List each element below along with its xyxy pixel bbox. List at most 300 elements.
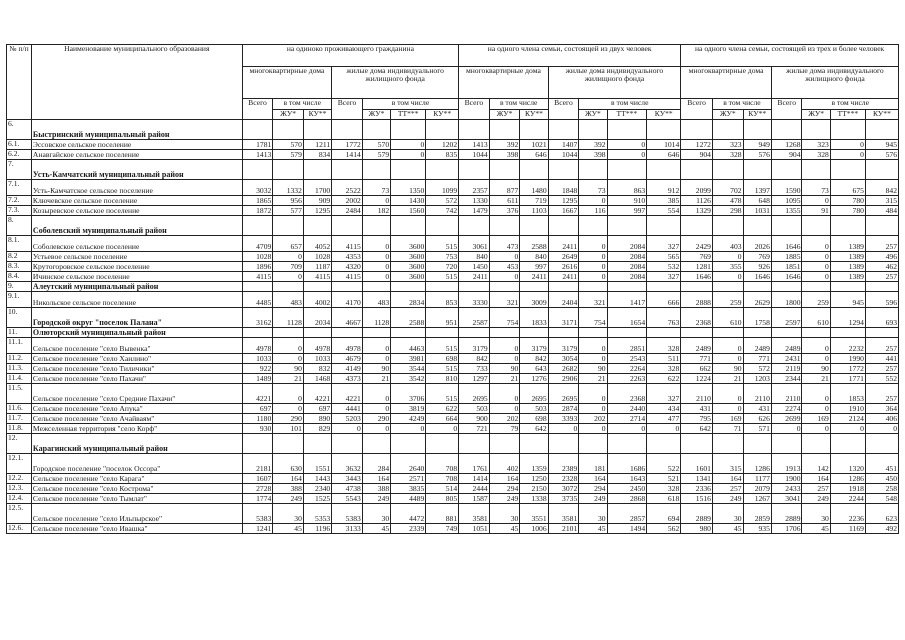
value-cell <box>548 120 579 140</box>
value-cell: 2728 <box>242 484 273 494</box>
value-cell <box>607 434 647 454</box>
value-cell: 4441 <box>332 404 363 414</box>
value-cell: 2588 <box>391 308 426 328</box>
value-cell: 904 <box>681 150 713 160</box>
value-cell: 622 <box>647 374 681 384</box>
row-municipality-name: Сельское поселение "село Карага" <box>31 474 242 484</box>
value-cell <box>242 282 273 292</box>
value-cell <box>647 434 681 454</box>
row-number: 8. <box>7 216 32 236</box>
row-municipality-name: Ичинское сельское поселение <box>31 272 242 282</box>
value-cell: 392 <box>579 140 607 150</box>
value-cell: 626 <box>743 414 771 424</box>
value-cell: 2433 <box>771 484 802 494</box>
value-cell: 572 <box>426 196 459 206</box>
row-number: 10. <box>7 308 32 328</box>
value-cell: 3133 <box>332 524 363 534</box>
value-cell: 4463 <box>391 338 426 354</box>
value-cell: 4738 <box>332 484 363 494</box>
value-cell: 646 <box>520 150 548 160</box>
value-cell <box>273 328 304 338</box>
value-cell: 548 <box>865 494 898 504</box>
value-cell: 1772 <box>830 364 865 374</box>
value-cell: 2695 <box>459 384 490 404</box>
value-cell: 693 <box>865 308 898 328</box>
value-cell: 2357 <box>459 180 490 196</box>
value-cell: 2682 <box>548 364 579 374</box>
value-cell: 45 <box>362 524 390 534</box>
value-cell <box>802 216 830 236</box>
value-cell: 611 <box>489 196 520 206</box>
table-row <box>7 292 899 308</box>
value-cell: 570 <box>362 140 390 150</box>
value-cell: 2906 <box>548 374 579 384</box>
value-cell <box>489 282 520 292</box>
value-cell: 1397 <box>743 180 771 196</box>
value-cell <box>865 328 898 338</box>
value-cell: 1389 <box>830 272 865 282</box>
value-cell <box>489 328 520 338</box>
header-g3-mkd-incl: в том числе <box>712 99 771 110</box>
value-cell: 552 <box>865 374 898 384</box>
value-cell: 922 <box>242 364 273 374</box>
value-cell: 1413 <box>459 140 490 150</box>
row-municipality-name: Эссовское сельское поселение <box>31 140 242 150</box>
value-cell: 4679 <box>332 354 363 364</box>
value-cell: 2629 <box>743 292 771 308</box>
value-cell: 4221 <box>303 384 331 404</box>
value-cell: 434 <box>647 404 681 414</box>
row-number: 8.1. <box>7 236 32 252</box>
value-cell: 1177 <box>743 474 771 484</box>
value-cell: 164 <box>712 474 743 484</box>
value-cell: 1389 <box>830 236 865 252</box>
value-cell: 997 <box>520 262 548 272</box>
value-cell: 769 <box>681 252 713 262</box>
row-number: 9.1. <box>7 292 32 308</box>
value-cell: 1646 <box>681 272 713 282</box>
value-cell: 328 <box>802 150 830 160</box>
value-cell: 1389 <box>830 252 865 262</box>
value-cell: 2699 <box>771 414 802 424</box>
value-cell: 259 <box>712 292 743 308</box>
value-cell: 1450 <box>459 262 490 272</box>
value-cell: 0 <box>362 384 390 404</box>
value-cell: 2099 <box>681 180 713 196</box>
value-cell: 1021 <box>520 140 548 150</box>
value-cell <box>520 282 548 292</box>
row-municipality-name: Соболевское сельское поселение <box>31 236 242 252</box>
header-g2-izhs-total: Всего <box>548 99 579 120</box>
value-cell: 1099 <box>426 180 459 196</box>
district-row <box>7 434 899 454</box>
value-cell <box>647 160 681 180</box>
value-cell: 257 <box>712 484 743 494</box>
row-number: 7.2. <box>7 196 32 206</box>
value-cell: 1295 <box>548 196 579 206</box>
value-cell <box>489 216 520 236</box>
value-cell: 90 <box>362 364 390 374</box>
value-cell: 1202 <box>426 140 459 150</box>
value-cell: 2429 <box>681 236 713 252</box>
value-cell <box>362 216 390 236</box>
district-row <box>7 308 899 328</box>
value-cell <box>459 328 490 338</box>
value-cell: 835 <box>426 150 459 160</box>
value-cell: 2084 <box>607 236 647 252</box>
header-g1-mkd-zhu: ЖУ* <box>273 110 304 120</box>
value-cell <box>242 434 273 454</box>
value-cell <box>802 328 830 338</box>
row-number: 8.3. <box>7 262 32 272</box>
value-cell: 3072 <box>548 484 579 494</box>
value-cell: 1607 <box>242 474 273 484</box>
header-g2-mkd-total: Всего <box>459 99 490 120</box>
value-cell: 1480 <box>520 180 548 196</box>
table-row <box>7 262 899 272</box>
value-cell: 576 <box>743 150 771 160</box>
value-cell: 2489 <box>681 338 713 354</box>
value-cell <box>520 160 548 180</box>
value-cell: 2389 <box>548 454 579 474</box>
value-cell <box>607 282 647 292</box>
table-row <box>7 150 899 160</box>
value-cell <box>681 120 713 140</box>
value-cell <box>743 216 771 236</box>
value-cell: 1774 <box>242 494 273 504</box>
value-cell <box>647 328 681 338</box>
value-cell: 257 <box>865 364 898 374</box>
value-cell: 364 <box>865 404 898 414</box>
value-cell: 719 <box>520 196 548 206</box>
value-cell: 2859 <box>743 504 771 524</box>
value-cell: 1700 <box>303 180 331 196</box>
value-cell <box>391 282 426 292</box>
value-cell: 257 <box>865 272 898 282</box>
value-cell: 0 <box>830 140 865 150</box>
value-cell: 2889 <box>681 504 713 524</box>
row-number: 11. <box>7 328 32 338</box>
value-cell <box>242 216 273 236</box>
value-cell: 388 <box>273 484 304 494</box>
value-cell: 257 <box>865 384 898 404</box>
value-cell <box>681 328 713 338</box>
row-number: 11.7. <box>7 414 32 424</box>
table-body <box>7 120 899 534</box>
value-cell: 477 <box>647 414 681 424</box>
value-cell: 0 <box>362 262 390 272</box>
value-cell: 3032 <box>242 180 273 196</box>
value-cell: 406 <box>865 414 898 424</box>
value-cell: 181 <box>579 454 607 474</box>
value-cell <box>520 216 548 236</box>
value-cell: 2236 <box>830 504 865 524</box>
value-cell: 0 <box>579 424 607 434</box>
value-cell: 3179 <box>459 338 490 354</box>
value-cell: 385 <box>647 196 681 206</box>
value-cell: 202 <box>579 414 607 424</box>
value-cell: 572 <box>743 364 771 374</box>
value-cell: 0 <box>579 252 607 262</box>
value-cell: 1033 <box>242 354 273 364</box>
value-cell <box>607 328 647 338</box>
value-cell: 284 <box>362 454 390 474</box>
value-cell: 2079 <box>743 484 771 494</box>
value-cell <box>647 120 681 140</box>
row-municipality-name: Сельское поселение "село Вывенка" <box>31 338 242 354</box>
header-g3-izhs-tt: ТТ*** <box>830 110 865 120</box>
row-municipality-name: Сельское поселение "село Пахачи" <box>31 374 242 384</box>
row-municipality-name: Сельское поселение "село Ачайваям" <box>31 414 242 424</box>
value-cell <box>362 282 390 292</box>
value-cell: 3819 <box>391 404 426 414</box>
value-cell: 1913 <box>771 454 802 474</box>
value-cell: 1590 <box>771 180 802 196</box>
value-cell: 709 <box>273 262 304 272</box>
value-cell: 3330 <box>459 292 490 308</box>
value-cell: 2695 <box>520 384 548 404</box>
value-cell: 5203 <box>332 414 363 424</box>
value-cell: 323 <box>802 140 830 150</box>
value-cell: 0 <box>273 354 304 364</box>
value-cell: 2368 <box>681 308 713 328</box>
value-cell: 1224 <box>681 374 713 384</box>
value-cell <box>303 120 331 140</box>
value-cell: 515 <box>426 236 459 252</box>
row-municipality-name: Алеутский муниципальный район <box>31 282 242 292</box>
table-row <box>7 404 899 414</box>
row-number: 6. <box>7 120 32 140</box>
value-cell <box>426 120 459 140</box>
table-row <box>7 424 899 434</box>
value-cell: 45 <box>489 524 520 534</box>
value-cell: 90 <box>489 364 520 374</box>
value-cell <box>712 120 743 140</box>
value-cell: 0 <box>579 338 607 354</box>
value-cell: 2640 <box>391 454 426 474</box>
value-cell: 257 <box>802 484 830 494</box>
value-cell: 1758 <box>743 308 771 328</box>
value-cell <box>459 282 490 292</box>
value-cell: 1414 <box>332 150 363 160</box>
value-cell: 0 <box>802 262 830 272</box>
value-cell: 2336 <box>681 484 713 494</box>
value-cell: 4709 <box>242 236 273 252</box>
value-cell: 904 <box>771 150 802 160</box>
value-cell <box>865 120 898 140</box>
row-municipality-name: Сельское поселение "село Тиличики" <box>31 364 242 374</box>
value-cell <box>303 160 331 180</box>
value-cell: 3162 <box>242 308 273 328</box>
table-row <box>7 140 899 150</box>
value-cell: 997 <box>607 206 647 216</box>
value-cell <box>743 120 771 140</box>
value-cell <box>426 282 459 292</box>
value-cell: 71 <box>712 424 743 434</box>
row-municipality-name: Сельское поселение "село Средние Пахачи" <box>31 384 242 404</box>
value-cell: 2084 <box>607 272 647 282</box>
table-row <box>7 494 899 504</box>
value-cell: 2649 <box>548 252 579 262</box>
row-municipality-name: Олюторский муниципальный район <box>31 328 242 338</box>
value-cell: 164 <box>362 474 390 484</box>
row-municipality-name: Усть-Камчатское сельское поселение <box>31 180 242 196</box>
value-cell: 21 <box>362 374 390 384</box>
value-cell: 753 <box>426 252 459 262</box>
value-cell: 1359 <box>520 454 548 474</box>
value-cell <box>647 282 681 292</box>
value-cell <box>548 282 579 292</box>
value-cell: 780 <box>830 206 865 216</box>
value-cell: 754 <box>489 308 520 328</box>
value-cell: 1706 <box>771 524 802 534</box>
header-three-plus-family: на одного члена семьи, состоящей из трех и более человек <box>681 45 899 67</box>
value-cell: 91 <box>802 206 830 216</box>
value-cell: 1295 <box>303 206 331 216</box>
value-cell: 890 <box>303 414 331 424</box>
row-number: 11.4. <box>7 374 32 384</box>
value-cell: 721 <box>459 424 490 434</box>
value-cell: 2110 <box>681 384 713 404</box>
value-cell: 0 <box>489 404 520 414</box>
value-cell <box>712 216 743 236</box>
value-cell: 2034 <box>303 308 331 328</box>
value-cell: 1489 <box>242 374 273 384</box>
value-cell <box>242 328 273 338</box>
value-cell: 2244 <box>830 494 865 504</box>
value-cell: 3600 <box>391 252 426 262</box>
value-cell: 294 <box>579 484 607 494</box>
value-cell: 0 <box>489 384 520 404</box>
value-cell: 1128 <box>273 308 304 328</box>
row-number: 12.6. <box>7 524 32 534</box>
value-cell: 0 <box>273 404 304 414</box>
value-cell: 30 <box>362 504 390 524</box>
value-cell: 45 <box>579 524 607 534</box>
header-g2-mkd-incl: в том числе <box>489 99 548 110</box>
value-cell <box>242 120 273 140</box>
district-row <box>7 328 899 338</box>
value-cell: 2444 <box>459 484 490 494</box>
value-cell: 2110 <box>743 384 771 404</box>
value-cell: 492 <box>865 524 898 534</box>
value-cell <box>273 434 304 454</box>
value-cell: 453 <box>489 262 520 272</box>
value-cell: 1643 <box>607 474 647 484</box>
value-cell: 1551 <box>303 454 331 474</box>
value-cell: 571 <box>743 424 771 434</box>
value-cell: 842 <box>520 354 548 364</box>
value-cell: 3171 <box>548 308 579 328</box>
table-row <box>7 252 899 262</box>
header-g1-mkd-incl: в том числе <box>273 99 332 110</box>
value-cell: 3600 <box>391 262 426 272</box>
value-cell: 73 <box>802 180 830 196</box>
value-cell: 1028 <box>303 252 331 262</box>
value-cell: 0 <box>712 404 743 414</box>
row-municipality-name: Сельское поселение "село Ильпырское" <box>31 504 242 524</box>
value-cell: 90 <box>273 364 304 374</box>
table-row <box>7 384 899 404</box>
value-cell: 2484 <box>332 206 363 216</box>
value-cell: 0 <box>548 424 579 434</box>
value-cell: 327 <box>647 384 681 404</box>
value-cell: 403 <box>712 236 743 252</box>
value-cell: 473 <box>489 236 520 252</box>
header-g1-mkd: многоквартирные дома <box>242 67 332 99</box>
value-cell <box>332 120 363 140</box>
value-cell <box>520 434 548 454</box>
value-cell <box>681 434 713 454</box>
value-cell: 630 <box>273 454 304 474</box>
value-cell: 0 <box>579 262 607 272</box>
value-cell: 1646 <box>743 272 771 282</box>
value-cell: 945 <box>865 140 898 150</box>
value-cell: 1126 <box>681 196 713 206</box>
value-cell: 3542 <box>391 374 426 384</box>
value-cell: 666 <box>647 292 681 308</box>
value-cell: 164 <box>579 474 607 484</box>
value-cell: 257 <box>865 236 898 252</box>
table-row <box>7 272 899 282</box>
header-two-person-family: на одного члена семьи, состоящей из двух человек <box>459 45 681 67</box>
value-cell <box>681 216 713 236</box>
header-g3-mkd-zhu: ЖУ* <box>712 110 743 120</box>
value-cell: 1525 <box>303 494 331 504</box>
value-cell: 3443 <box>332 474 363 484</box>
value-cell <box>332 282 363 292</box>
value-cell: 2834 <box>391 292 426 308</box>
value-cell: 2616 <box>548 262 579 272</box>
value-cell: 2101 <box>548 524 579 534</box>
header-g2-mkd: многоквартирные дома <box>459 67 549 99</box>
value-cell: 323 <box>712 140 743 150</box>
value-cell: 3981 <box>391 354 426 364</box>
header-g1-izhs: жилые дома индивидуального жилищного фонда <box>332 67 459 99</box>
value-cell: 21 <box>802 374 830 384</box>
value-cell: 4472 <box>391 504 426 524</box>
value-cell: 0 <box>647 424 681 434</box>
value-cell: 521 <box>647 474 681 484</box>
value-cell: 1430 <box>391 196 426 206</box>
value-cell <box>771 160 802 180</box>
value-cell: 1667 <box>548 206 579 216</box>
value-cell <box>303 282 331 292</box>
value-cell: 853 <box>426 292 459 308</box>
value-cell: 116 <box>579 206 607 216</box>
value-cell <box>681 160 713 180</box>
value-cell: 3393 <box>548 414 579 424</box>
row-municipality-name: Сельское поселение "село Хаилино" <box>31 354 242 364</box>
value-cell: 675 <box>830 180 865 196</box>
value-cell: 249 <box>712 494 743 504</box>
row-number: 11.6. <box>7 404 32 414</box>
value-cell: 1006 <box>520 524 548 534</box>
table-row <box>7 180 899 196</box>
row-municipality-name: Быстринский муниципальный район <box>31 120 242 140</box>
value-cell: 478 <box>712 196 743 206</box>
value-cell <box>579 282 607 292</box>
value-cell: 1350 <box>391 180 426 196</box>
value-cell <box>830 282 865 292</box>
value-cell: 4373 <box>332 374 363 384</box>
header-g1-mkd-total: Всего <box>242 99 273 120</box>
value-cell: 515 <box>426 384 459 404</box>
value-cell: 2714 <box>607 414 647 424</box>
value-cell: 1281 <box>681 262 713 272</box>
value-cell <box>830 216 865 236</box>
value-cell: 0 <box>802 338 830 354</box>
